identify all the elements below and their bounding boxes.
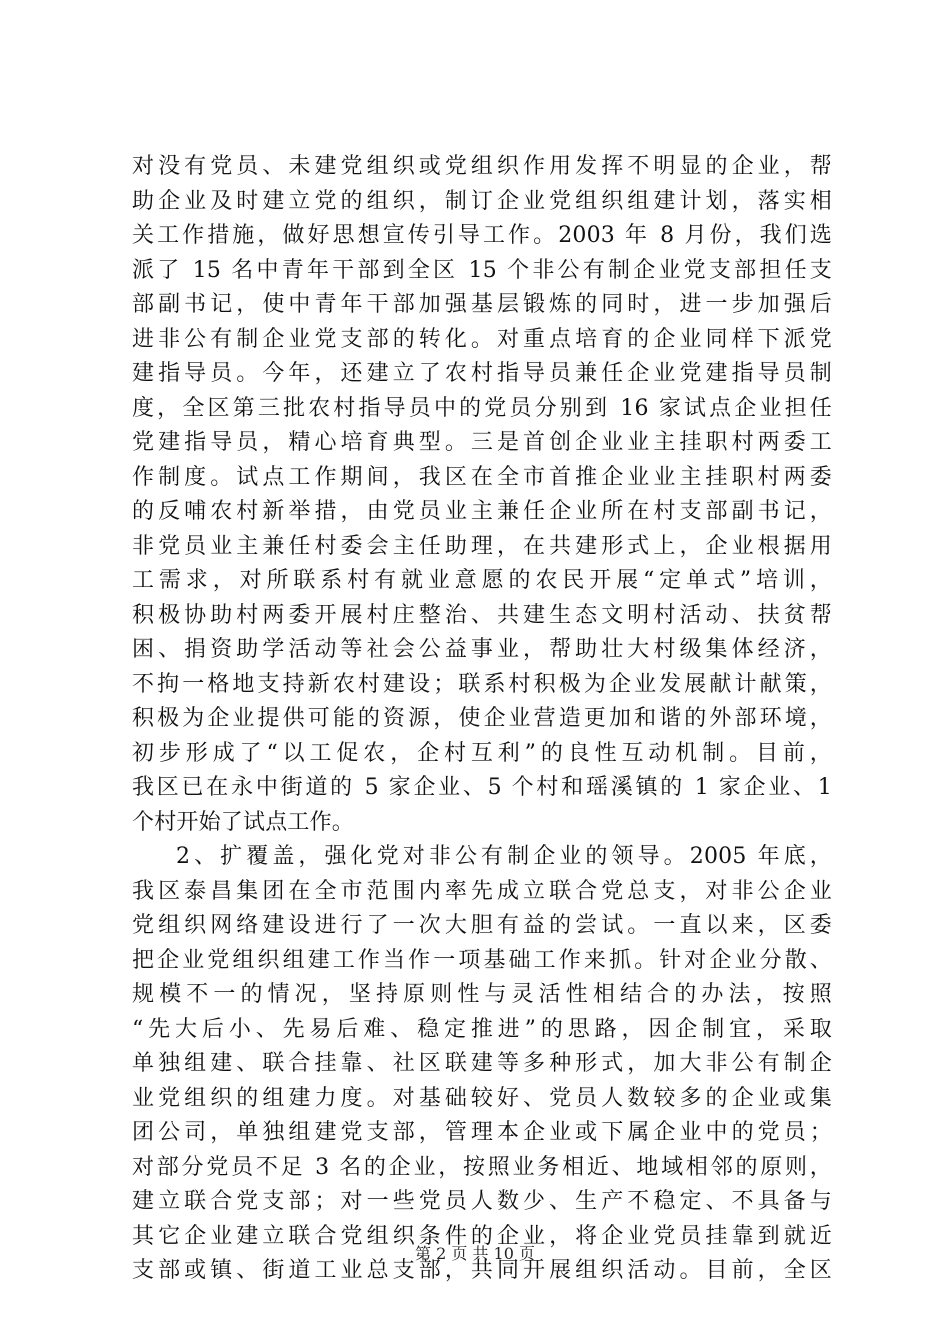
text-line: 单独组建、联合挂靠、社区联建等多种形式，加大非公有制企 xyxy=(132,1051,832,1076)
text-line: 初步形成了“以工促农，企村互利”的良性互动机制。目前， xyxy=(132,740,832,766)
text-line: 规模不一的情况，坚持原则性与灵活性相结合的办法，按照 xyxy=(132,982,832,1007)
text-line: 困、捐资助学活动等社会公益事业，帮助壮大村级集体经济， xyxy=(132,637,832,662)
document-body xyxy=(132,150,832,1289)
text-line: 我区泰昌集团在全市范围内率先成立联合党总支，对非公企业 xyxy=(132,878,832,904)
text-line: 作制度。试点工作期间，我区在全市首推企业业主挂职村两委 xyxy=(132,464,832,490)
text-line: 部副书记，使中青年干部加强基层锻炼的同时，进一步加强后 xyxy=(132,292,832,317)
text-line: 不拘一格地支持新农村建设；联系村积极为企业发展献计献策， xyxy=(132,671,832,697)
paragraph-2 xyxy=(132,840,832,1289)
text-line: 党建指导员，精心培育典型。三是首创企业业主挂职村两委工 xyxy=(132,430,832,455)
text-line: 工需求，对所联系村有就业意愿的农民开展“定单式”培训， xyxy=(132,568,832,593)
text-line: 建立联合党支部；对一些党员人数少、生产不稳定、不具备与 xyxy=(132,1189,832,1214)
page-number-footer: 第 2 页 共 10 页 xyxy=(415,1244,535,1263)
text-line: 我区已在永中街道的 5 家企业、5 个村和瑶溪镇的 1 家企业、1 xyxy=(132,775,832,800)
text-line: 度，全区第三批农村指导员中的党员分别到 16 家试点企业担任 xyxy=(132,395,832,421)
text-line: 把企业党组织组建工作当作一项基础工作来抓。针对企业分散、 xyxy=(132,947,832,973)
text-line: 对没有党员、未建党组织或党组织作用发挥不明显的企业，帮 xyxy=(132,154,832,179)
text-line: 的反哺农村新举措，由党员业主兼任企业所在村支部副书记， xyxy=(132,499,832,524)
text-line: 积极为企业提供可能的资源，使企业营造更加和谐的外部环境， xyxy=(132,706,832,731)
text-line: 其它企业建立联合党组织条件的企业，将企业党员挂靠到就近 xyxy=(132,1223,832,1249)
text-line: 业党组织的组建力度。对基础较好、党员人数较多的企业或集 xyxy=(132,1085,832,1111)
text-line: 建指导员。今年，还建立了农村指导员兼任企业党建指导员制 xyxy=(132,361,832,386)
text-line: 派了 15 名中青年干部到全区 15 个非公有制企业党支部担任支 xyxy=(132,257,832,283)
text-line: 积极协助村两委开展村庄整治、共建生态文明村活动、扶贫帮 xyxy=(132,602,832,628)
text-line: 团公司，单独组建党支部，管理本企业或下属企业中的党员； xyxy=(132,1120,832,1145)
text-line: 党组织网络建设进行了一次大胆有益的尝试。一直以来，区委 xyxy=(132,913,832,938)
text-line: 进非公有制企业党支部的转化。对重点培育的企业同样下派党 xyxy=(132,326,832,352)
text-line: 支部或镇、街道工业总支部，共同开展组织活动。目前，全区 xyxy=(132,1258,832,1283)
paragraph-1 xyxy=(132,150,832,840)
text-line: 助企业及时建立党的组织，制订企业党组织组建计划，落实相 xyxy=(132,188,832,214)
text-line: 关工作措施，做好思想宣传引导工作。2003 年 8 月份，我们选 xyxy=(132,223,832,248)
text-line: “先大后小、先易后难、稳定推进”的思路，因企制宜，采取 xyxy=(132,1016,832,1042)
text-line: 个村开始了试点工作。 xyxy=(132,809,355,835)
text-line: 对部分党员不足 3 名的企业，按照业务相近、地域相邻的原则， xyxy=(132,1154,832,1180)
text-line: 非党员业主兼任村委会主任助理，在共建形式上，企业根据用 xyxy=(132,533,832,559)
text-line: 2、扩覆盖，强化党对非公有制企业的领导。2005 年底， xyxy=(176,844,832,869)
